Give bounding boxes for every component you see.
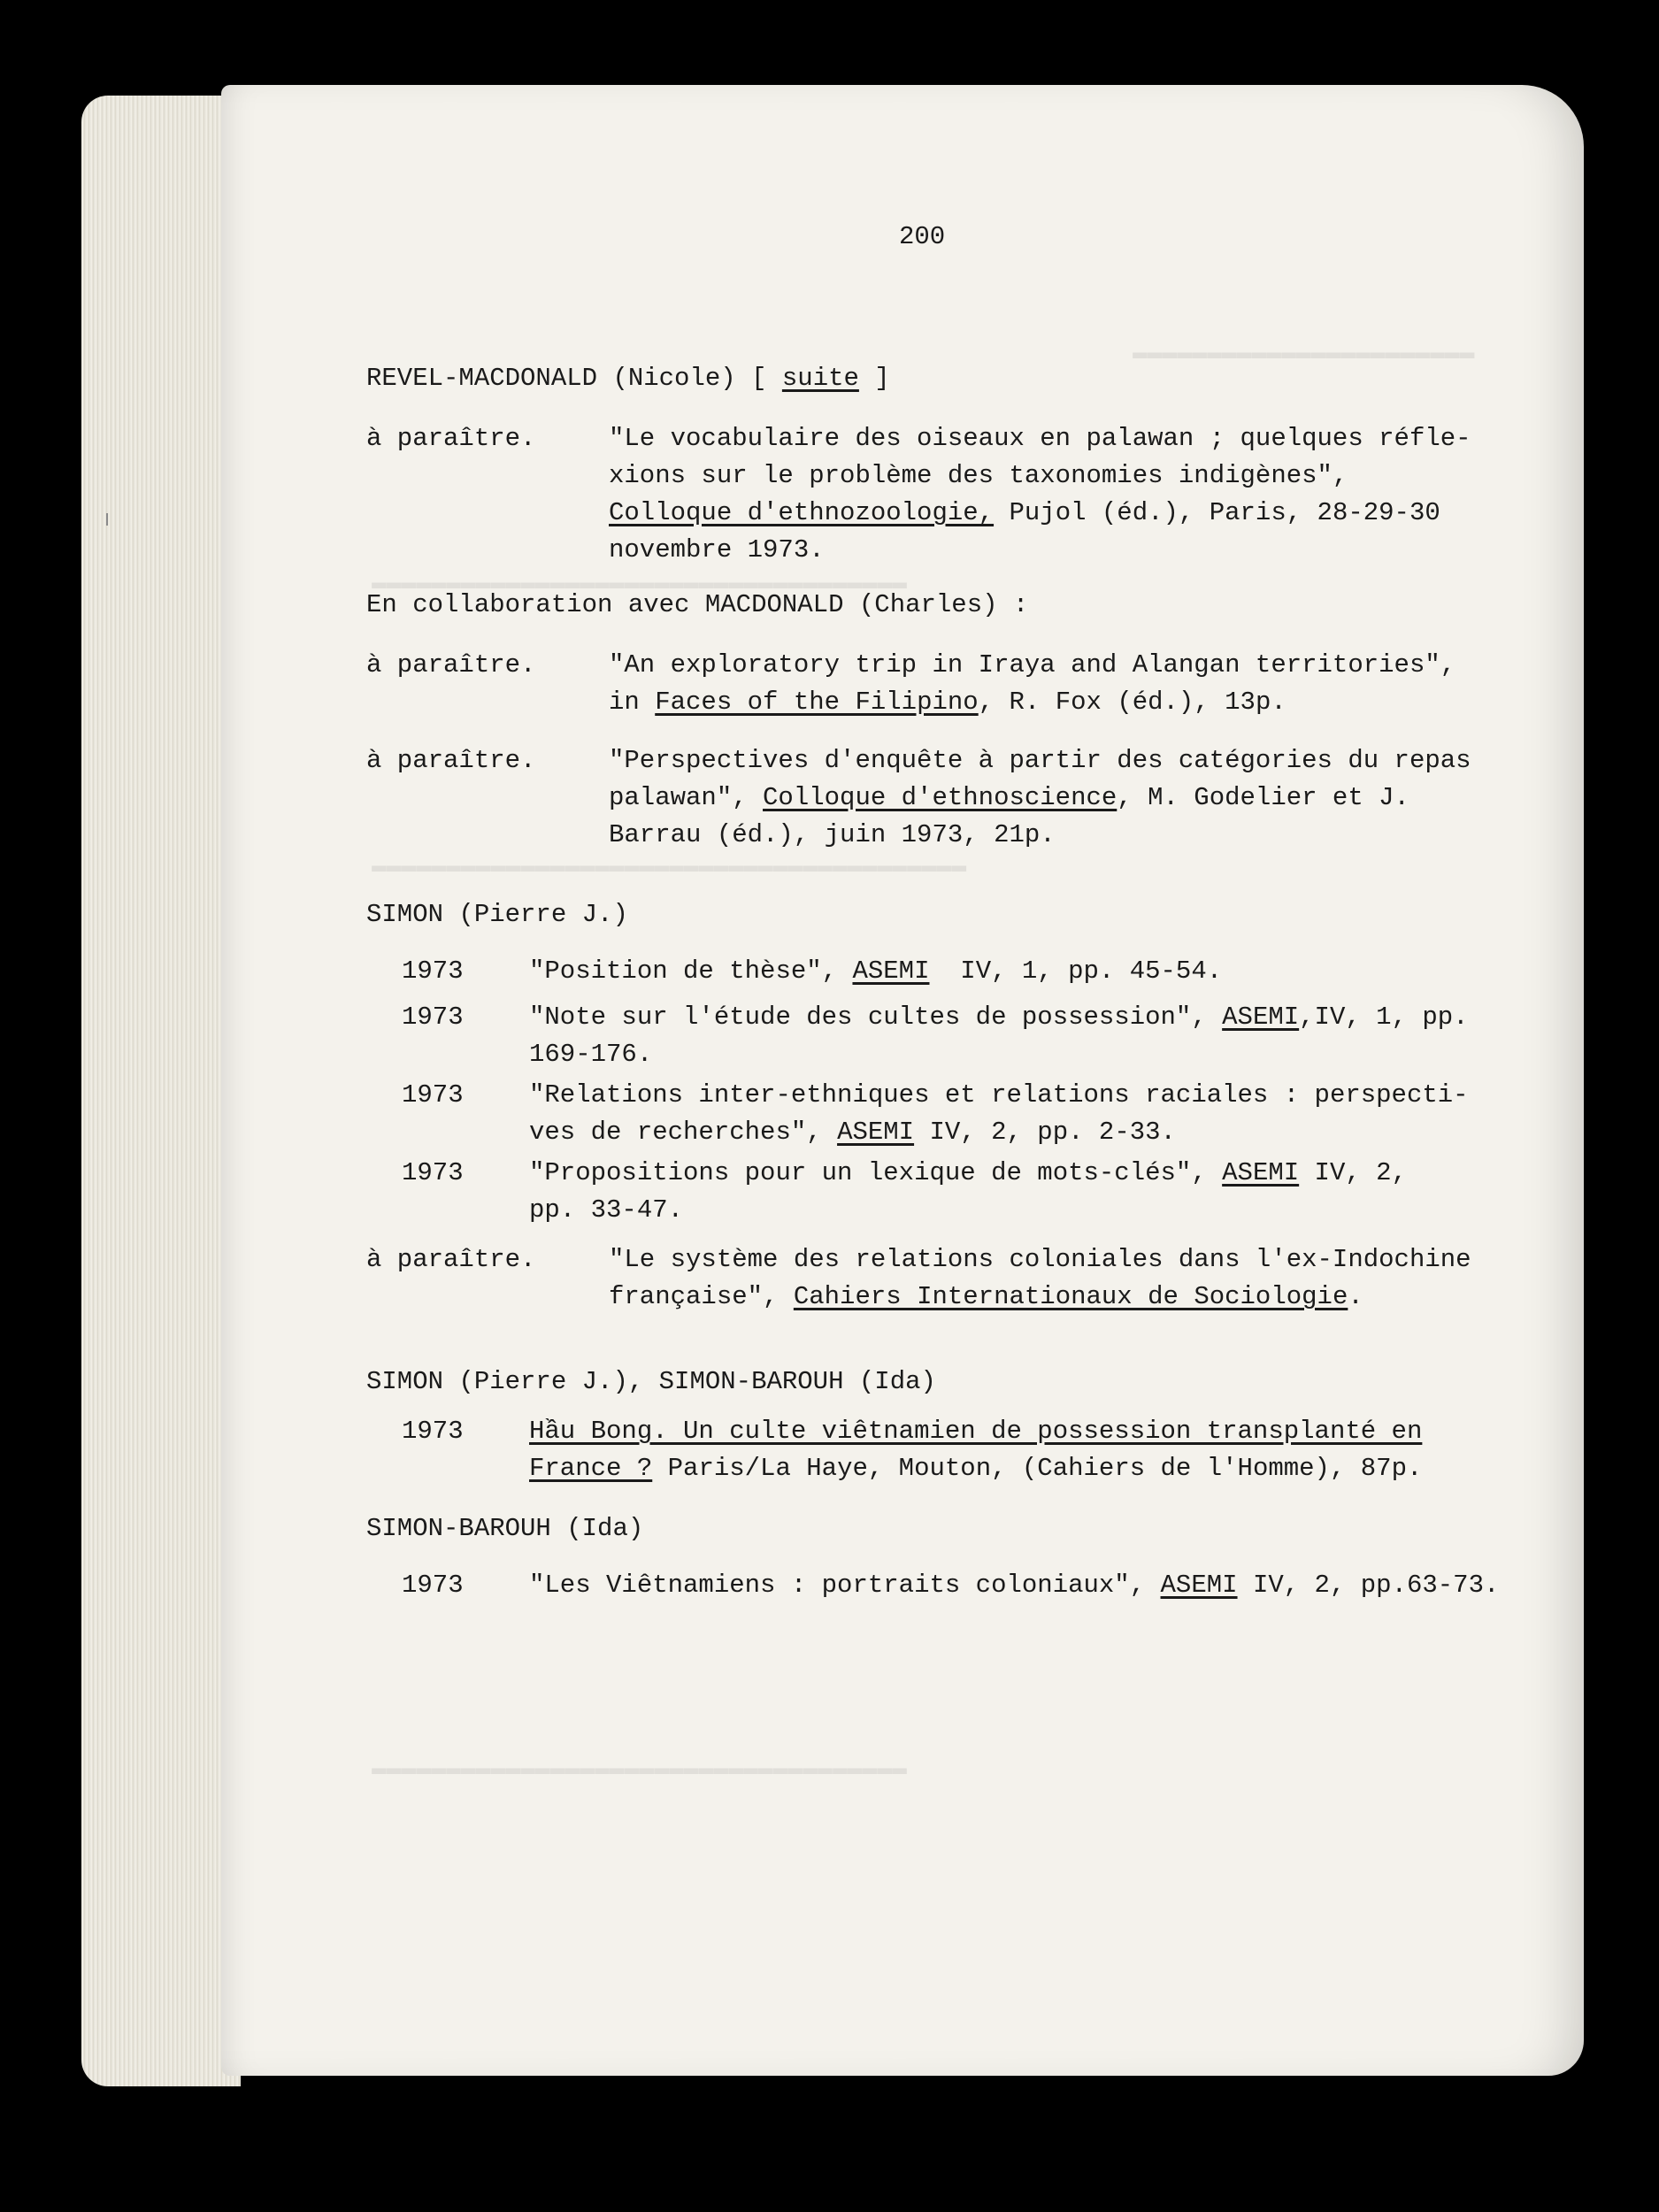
- entry-text: "Le système des relations coloniales dans l'ex-Indochine: [609, 1245, 1471, 1274]
- entry-text: 169-176.: [529, 1040, 653, 1069]
- entry-date: 1973: [402, 1417, 464, 1446]
- entry-date: 1973: [402, 956, 464, 986]
- entry-date: à paraître.: [366, 1245, 536, 1274]
- entry-date: 1973: [402, 1080, 464, 1110]
- collaboration-note: En collaboration avec MACDONALD (Charles) :: [366, 590, 1029, 619]
- entry-text: novembre 1973.: [609, 535, 825, 565]
- show-through-texture: ▬▬▬▬▬▬▬▬▬▬▬▬▬▬▬▬▬▬▬▬▬▬▬▬▬▬▬▬▬▬▬▬▬▬▬▬: [372, 570, 907, 597]
- entry-date: 1973: [402, 1158, 464, 1187]
- author-heading: SIMON (Pierre J.): [366, 900, 628, 929]
- entry-date: à paraître.: [366, 746, 536, 775]
- entry-text: "An exploratory trip in Iraya and Alangan territories",: [609, 650, 1456, 680]
- entry-text: "Note sur l'étude des cultes de possession", ASEMI,IV, 1, pp.: [529, 1002, 1469, 1032]
- entry-text: "Position de thèse", ASEMI IV, 1, pp. 45-54.: [529, 956, 1223, 986]
- entry-text: Hầu Bong. Un culte viêtnamien de possession transplanté en: [529, 1417, 1423, 1446]
- entry-text: française", Cahiers Internationaux de Sociologie.: [609, 1282, 1363, 1311]
- entry-text: ves de recherches", ASEMI IV, 2, pp. 2-33.: [529, 1118, 1176, 1147]
- author-heading: SIMON (Pierre J.), SIMON-BAROUH (Ida): [366, 1367, 936, 1396]
- entry-date: à paraître.: [366, 424, 536, 453]
- entry-text: Barrau (éd.), juin 1973, 21p.: [609, 820, 1056, 849]
- entry-text: France ? Paris/La Haye, Mouton, (Cahiers de l'Homme), 87p.: [529, 1454, 1423, 1483]
- entry-text: "Le vocabulaire des oiseaux en palawan ; quelques réfle-: [609, 424, 1471, 453]
- entry-text: "Relations inter-ethniques et relations raciales : perspecti-: [529, 1080, 1469, 1110]
- entry-text: "Les Viêtnamiens : portraits coloniaux", ASEMI IV, 2, pp.63-73.: [529, 1571, 1500, 1600]
- entry-text: "Perspectives d'enquête à partir des catégories du repas: [609, 746, 1471, 775]
- entry-text: palawan", Colloque d'ethnoscience, M. Godelier et J.: [609, 783, 1409, 812]
- entry-date: 1973: [402, 1002, 464, 1032]
- page-number: 200: [899, 222, 946, 251]
- author-heading: SIMON-BAROUH (Ida): [366, 1514, 644, 1543]
- entry-text: Colloque d'ethnozoologie, Pujol (éd.), Paris, 28-29-30: [609, 498, 1440, 527]
- show-through-texture: ▬▬▬▬▬▬▬▬▬▬▬▬▬▬▬▬▬▬▬▬▬▬▬▬▬▬▬▬▬▬▬▬▬▬▬▬▬▬▬▬: [372, 853, 967, 880]
- suite-link: suite: [781, 364, 859, 393]
- show-through-texture: ▬▬▬▬▬▬▬▬▬▬▬▬▬▬▬▬▬▬▬▬▬▬▬: [1133, 340, 1475, 367]
- show-through-texture: ▬▬▬▬▬▬▬▬▬▬▬▬▬▬▬▬▬▬▬▬▬▬▬▬▬▬▬▬▬▬▬▬▬▬▬▬: [372, 1755, 907, 1783]
- entry-text: xions sur le problème des taxonomies indigènes",: [609, 461, 1348, 490]
- entry-date: à paraître.: [366, 650, 536, 680]
- author-heading: REVEL-MACDONALD (Nicole) [ suite ]: [366, 364, 890, 393]
- entry-text: in Faces of the Filipino, R. Fox (éd.), 13p.: [609, 687, 1286, 717]
- entry-date: 1973: [402, 1571, 464, 1600]
- entry-text: pp. 33-47.: [529, 1195, 684, 1225]
- entry-text: "Propositions pour un lexique de mots-clés", ASEMI IV, 2,: [529, 1158, 1407, 1187]
